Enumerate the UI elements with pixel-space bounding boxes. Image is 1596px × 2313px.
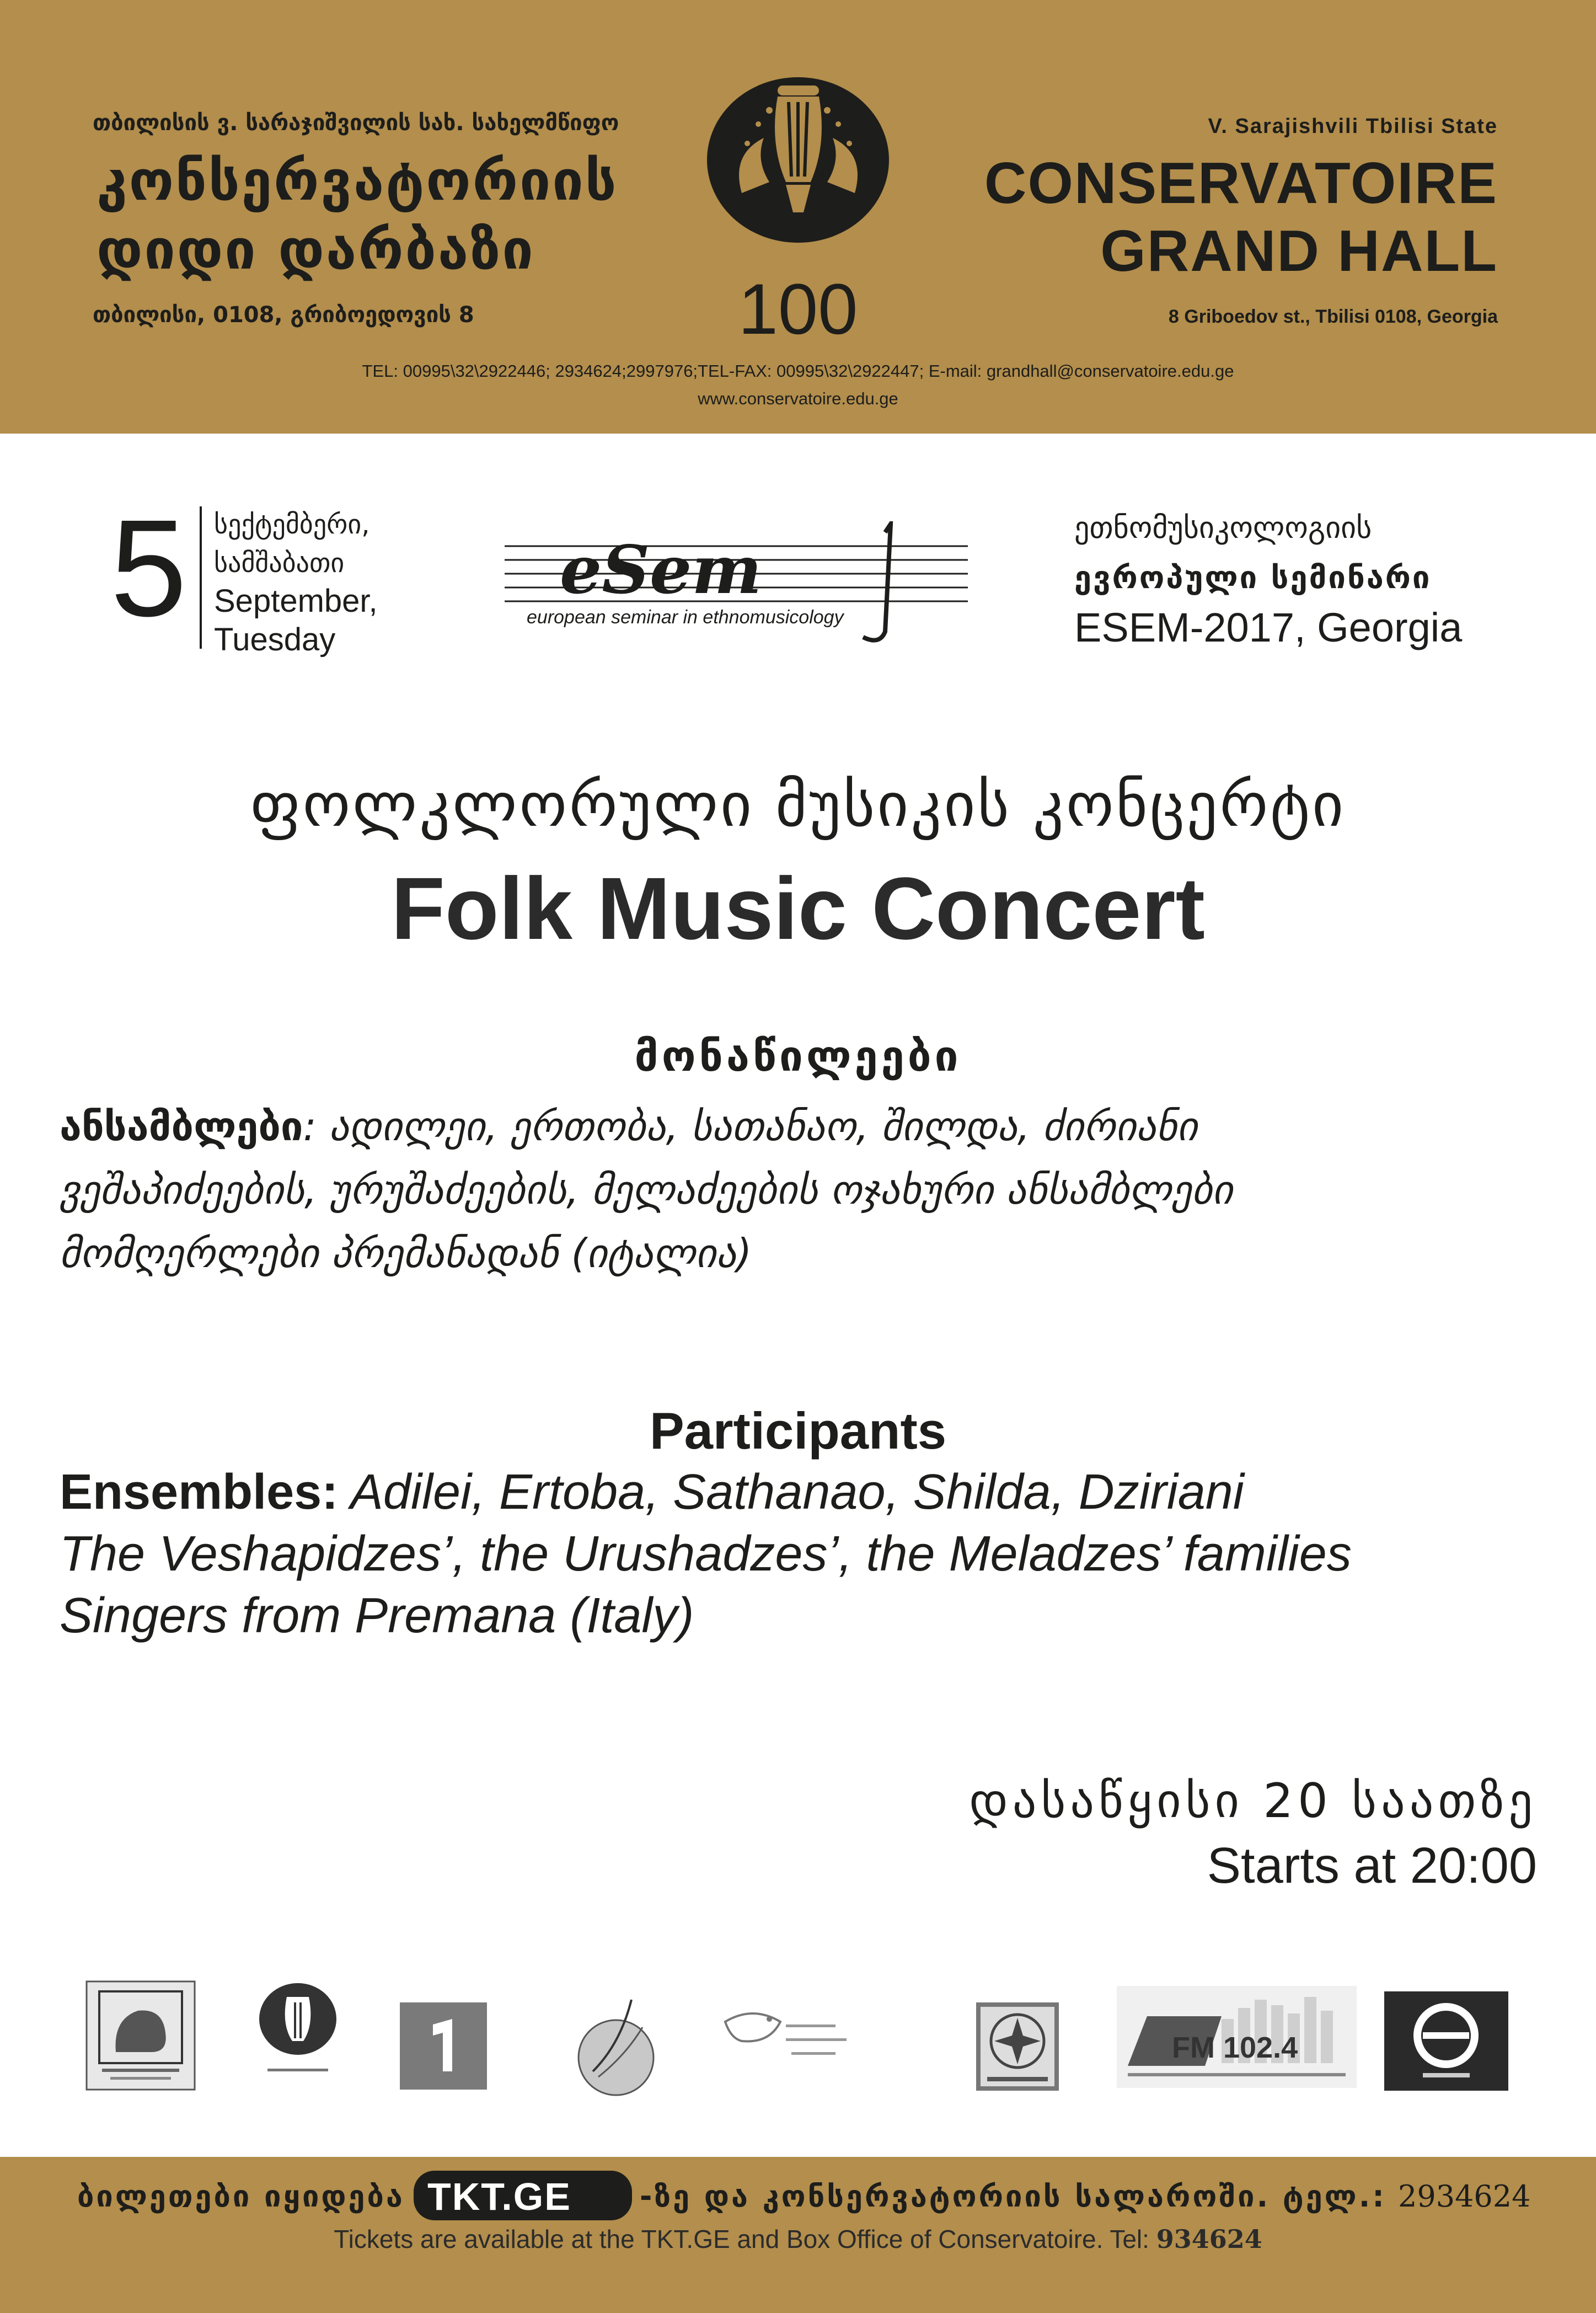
esem-ka-line1: ეთნომუსიკოლოგიის — [1074, 510, 1372, 545]
svg-text:eSem: eSem — [560, 531, 762, 609]
header-ka-address: თბილისი, 0108, გრიბოედოვის 8 — [93, 302, 474, 328]
esem-ka-line2: ევროპული სემინარი — [1074, 560, 1432, 596]
esem-logo — [505, 521, 968, 648]
footer-tickets-en-text: Tickets are available at the TKT.GE and Box Office of Conservatoire. Tel: — [334, 2225, 1149, 2253]
lion-emblem-logo — [85, 1980, 196, 2091]
singers-line-ka: მომღერლები პრემანადან (იტალია) — [60, 1230, 752, 1276]
header-en-address: 8 Griboedov st., Tbilisi 0108, Georgia — [1168, 306, 1498, 327]
tkt-badge-label[interactable]: TKT.GE — [427, 2175, 571, 2218]
footer-phone: 2934624 — [1398, 2179, 1531, 2214]
logo-number: 100 — [738, 269, 858, 342]
singers-line-en: Singers from Premana (Italy) — [60, 1588, 694, 1643]
families-line-en: The Veshapidzes’, the Urushadzes’, the Meladzes’ families — [60, 1526, 1352, 1582]
families-line-ka: ვეშაპიძეების, ურუშაძეების, მელაძეების ოჯახური ანსამბლები — [60, 1167, 1233, 1213]
date-weekday-en: Tuesday — [214, 622, 336, 658]
footer-en-tel: 934624 — [1156, 2224, 1262, 2254]
esem-en-line: ESEM-2017, Georgia — [1074, 605, 1463, 650]
ensembles-list-en: Adilei, Ertoba, Sathanao, Shilda, Dziriani — [338, 1465, 1244, 1520]
start-time-ka: დასაწყისი 20 საათზე — [969, 1774, 1537, 1829]
ensembles-line-ka — [60, 1101, 1549, 1153]
conservatoire-100-logo — [703, 72, 893, 342]
participants-heading-ka: მონაწილეები — [634, 1032, 962, 1081]
date-weekday-ka: სამშაბათი — [214, 548, 345, 579]
start-time-en: Starts at 20:00 — [1207, 1837, 1537, 1894]
date-day: 5 — [110, 491, 188, 645]
fm-radio-label: FM 102.4 — [1172, 2031, 1298, 2064]
feather-sphere-logo — [576, 1994, 659, 2096]
concert-title-en: Folk Music Concert — [391, 859, 1205, 958]
footer-tickets-ka: ბილეთები იყიდება — [77, 2179, 405, 2214]
date-month-ka: სექტემბერი, — [214, 509, 370, 540]
header-ka-title-line1: კონსერვატორიის — [97, 148, 618, 213]
concert-title-ka: ფოლკლორული მუსიკის კონცერტი — [250, 770, 1346, 840]
header-en-title-line1: CONSERVATOIRE — [984, 151, 1498, 216]
footer-boxoffice-ka: -ზე და კონსერვატორიის სალაროში. ტელ.: — [640, 2179, 1386, 2214]
footer-tickets-en — [0, 2224, 1596, 2254]
header-ka-subtitle: თბილისის ვ. სარაჯიშვილის სახ. სახელმწიფო — [93, 110, 619, 136]
tv-channel-logo — [1384, 1991, 1508, 2091]
date-month-en: September, — [214, 583, 378, 619]
header-en-title-line2: GRAND HALL — [1100, 218, 1498, 284]
date-divider — [200, 506, 202, 649]
fm-radio-logo — [1117, 1986, 1357, 2088]
channel-one-logo — [400, 2002, 487, 2090]
esem-logo-caption: european seminar in ethnomusicology — [527, 607, 844, 628]
cross-emblem-logo — [976, 2002, 1059, 2091]
ensembles-label-ka: ანსამბლები — [60, 1103, 303, 1150]
ensembles-label-en: Ensembles: — [60, 1465, 339, 1520]
header-website: www.conservatoire.edu.ge — [698, 389, 898, 408]
header-contact: TEL: 00995\32\2922446; 2934624;2997976;TEL-FAX: 00995\32\2922447; E-mail: grandhall@conservatoire.edu.ge — [362, 361, 1234, 381]
header-ka-title-line2: დიდი დარბაზი — [97, 217, 535, 282]
bird-ornament-logo — [720, 2000, 852, 2082]
header-en-subtitle: V. Sarajishvili Tbilisi State — [1208, 115, 1498, 138]
conservatoire-small-logo — [256, 1980, 339, 2080]
ensembles-line-en — [60, 1462, 1576, 1524]
participants-heading-en: Participants — [649, 1402, 947, 1460]
ensembles-list-ka: : ადილეი, ერთობა, სათანაო, შილდა, ძირიანი — [303, 1103, 1198, 1150]
